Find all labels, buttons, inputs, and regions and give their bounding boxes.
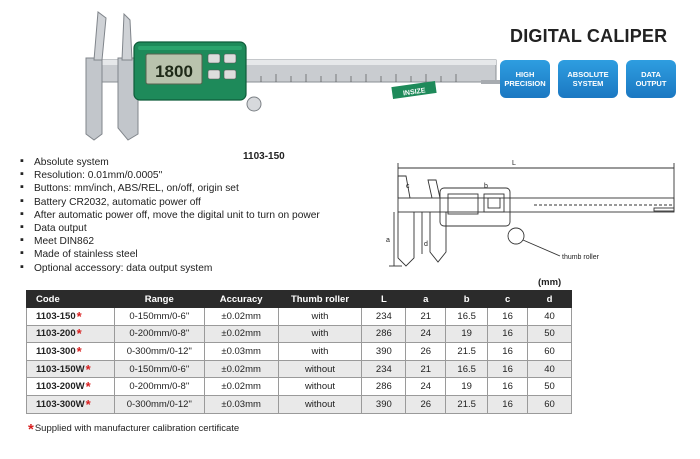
footnote-text: Supplied with manufacturer calibration certificate — [34, 423, 240, 434]
cell-c: 16 — [488, 395, 528, 413]
cell-a: 24 — [406, 325, 446, 343]
col-header-c: c — [488, 291, 528, 308]
cell-thumb-roller: with — [278, 308, 362, 326]
cell-L: 286 — [362, 378, 406, 396]
table-row — [27, 378, 572, 396]
cell-L: 390 — [362, 343, 406, 361]
col-header-a: a — [406, 291, 446, 308]
cell-d: 50 — [528, 378, 572, 396]
col-header-code: Code — [27, 291, 115, 308]
spec-table — [26, 290, 572, 414]
cell-b: 19 — [446, 325, 488, 343]
col-header-d: d — [528, 291, 572, 308]
cell-d: 60 — [528, 395, 572, 413]
table-row — [27, 343, 572, 361]
feature-item: ▪ Meet DIN862 — [18, 235, 320, 248]
cell-accuracy: ±0.02mm — [204, 325, 278, 343]
table-row — [27, 325, 572, 343]
feature-item: ▪ Optional accessory: data output system — [18, 262, 320, 275]
cell-accuracy: ±0.02mm — [204, 308, 278, 326]
cell-a: 26 — [406, 395, 446, 413]
cell-d: 40 — [528, 308, 572, 326]
cell-code: 1103-200* — [27, 325, 115, 343]
display-reading: 1800 — [155, 62, 193, 81]
cell-d: 50 — [528, 325, 572, 343]
cell-code: 1103-300* — [27, 343, 115, 361]
asterisk-marker: * — [76, 326, 82, 342]
asterisk-marker: * — [85, 361, 91, 377]
cell-d: 40 — [528, 360, 572, 378]
cell-code: 1103-300W* — [27, 395, 115, 413]
dim-label-c: c — [406, 183, 410, 190]
cell-a: 26 — [406, 343, 446, 361]
unit-label: (mm) — [538, 277, 562, 288]
cell-thumb-roller: without — [278, 360, 362, 378]
col-header-thumb-roller: Thumb roller — [278, 291, 362, 308]
cell-c: 16 — [488, 308, 528, 326]
feature-item: ▪ After automatic power off, move the digital unit to turn on power — [18, 209, 320, 222]
model-label: 1103-150 — [243, 151, 285, 162]
cell-c: 16 — [488, 360, 528, 378]
cell-range: 0-200mm/0-8" — [114, 325, 204, 343]
cell-code: 1103-200W* — [27, 378, 115, 396]
cell-accuracy: ±0.03mm — [204, 395, 278, 413]
asterisk-marker: * — [76, 343, 82, 359]
cell-b: 21.5 — [446, 343, 488, 361]
cell-a: 21 — [406, 360, 446, 378]
footnote — [28, 421, 240, 438]
cell-b: 16.5 — [446, 308, 488, 326]
cell-b: 16.5 — [446, 360, 488, 378]
asterisk-marker: * — [85, 379, 91, 395]
col-header-accuracy: Accuracy — [204, 291, 278, 308]
col-header-range: Range — [114, 291, 204, 308]
cell-accuracy: ±0.03mm — [204, 343, 278, 361]
cell-range: 0-150mm/0-6" — [114, 308, 204, 326]
table-header-row — [27, 291, 572, 308]
cell-L: 390 — [362, 395, 406, 413]
cell-c: 16 — [488, 378, 528, 396]
table-row — [27, 308, 572, 326]
cell-code: 1103-150W* — [27, 360, 115, 378]
cell-thumb-roller: without — [278, 378, 362, 396]
dim-label-L: L — [512, 160, 516, 167]
feature-item: ▪ Absolute system — [18, 156, 320, 169]
col-header-L: L — [362, 291, 406, 308]
feature-item: ▪ Resolution: 0.01mm/0.0005" — [18, 169, 320, 182]
cell-range: 0-150mm/0-6" — [114, 360, 204, 378]
feature-item: ▪ Data output — [18, 222, 320, 235]
table-row — [27, 395, 572, 413]
cell-range: 0-200mm/0-8" — [114, 378, 204, 396]
feature-item: ▪ Made of stainless steel — [18, 248, 320, 261]
cell-L: 234 — [362, 308, 406, 326]
page-title: DIGITAL CALIPER — [510, 26, 668, 46]
dim-label-d: d — [424, 241, 428, 248]
cell-b: 21.5 — [446, 395, 488, 413]
cell-L: 234 — [362, 360, 406, 378]
dim-label-a: a — [386, 237, 390, 244]
table-row — [27, 360, 572, 378]
cell-code: 1103-150* — [27, 308, 115, 326]
feature-list — [18, 156, 320, 275]
cell-thumb-roller: with — [278, 343, 362, 361]
cell-range: 0-300mm/0-12" — [114, 343, 204, 361]
brand-logo: INSIZE — [402, 87, 427, 98]
feature-badges — [500, 60, 676, 98]
feature-item: ▪ Buttons: mm/inch, ABS/REL, on/off, origin set — [18, 182, 320, 195]
feature-item: ▪ Battery CR2032, automatic power off — [18, 196, 320, 209]
cell-a: 21 — [406, 308, 446, 326]
cell-thumb-roller: with — [278, 325, 362, 343]
thumb-roller-label: thumb roller — [562, 254, 599, 261]
cell-thumb-roller: without — [278, 395, 362, 413]
cell-b: 19 — [446, 378, 488, 396]
cell-accuracy: ±0.02mm — [204, 360, 278, 378]
footnote-marker: * — [28, 421, 34, 438]
asterisk-marker: * — [85, 396, 91, 412]
badge-high-precision: HIGH PRECISION — [500, 60, 550, 98]
caliper-photo — [66, 8, 501, 148]
dimension-diagram — [384, 158, 684, 278]
cell-c: 16 — [488, 325, 528, 343]
cell-a: 24 — [406, 378, 446, 396]
cell-L: 286 — [362, 325, 406, 343]
col-header-b: b — [446, 291, 488, 308]
badge-data-output: DATA OUTPUT — [626, 60, 676, 98]
asterisk-marker: * — [76, 308, 82, 324]
badge-absolute-system: ABSOLUTE SYSTEM — [558, 60, 618, 98]
dim-label-b: b — [484, 183, 488, 190]
cell-d: 60 — [528, 343, 572, 361]
cell-c: 16 — [488, 343, 528, 361]
cell-accuracy: ±0.02mm — [204, 378, 278, 396]
cell-range: 0-300mm/0-12" — [114, 395, 204, 413]
